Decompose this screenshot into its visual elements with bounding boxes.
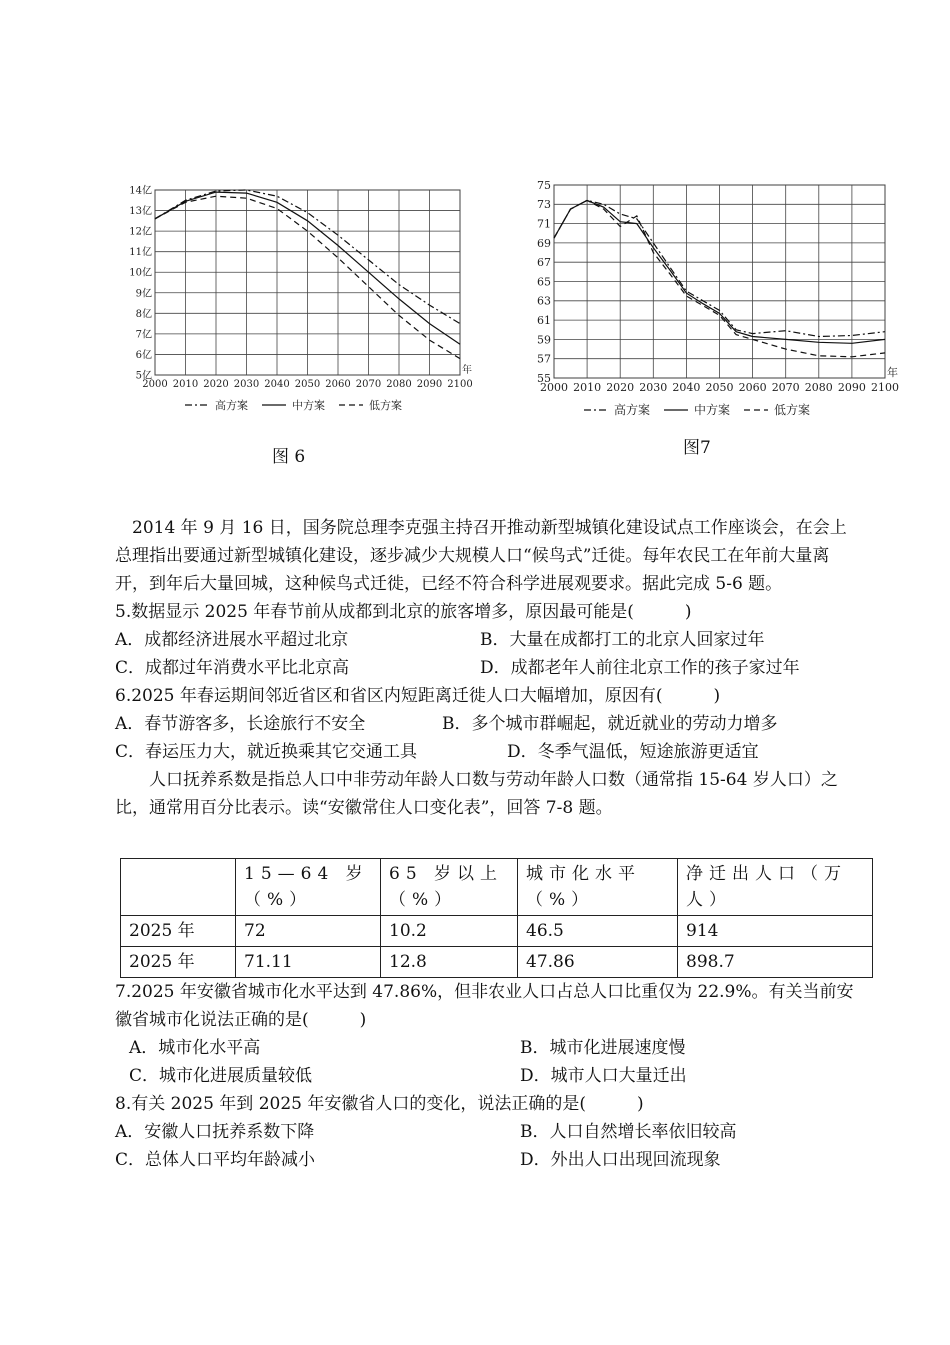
y-tick-label: 57 [537, 352, 551, 366]
q7-option-c[interactable]: C．城市化进展质量较低 [129, 1066, 313, 1086]
figure-7-caption: 图7 [683, 438, 711, 458]
q5-option-c[interactable]: C．成都过年消费水平比北京高 [115, 658, 350, 678]
x-tick-label: 2060 [738, 381, 767, 394]
y-tick-label: 6亿 [135, 349, 152, 361]
figure-7-chart [528, 175, 908, 425]
q5-option-b[interactable]: B．大量在成都打工的北京人回家过年 [480, 630, 765, 650]
x-tick-label: 2040 [264, 379, 290, 390]
table-cell: 47.86 [518, 947, 678, 978]
q7-option-b[interactable]: B．城市化进展速度慢 [520, 1038, 686, 1058]
table-cell: 898.7 [678, 947, 873, 978]
table-cell: 72 [236, 916, 381, 947]
q6-options-row-2 [115, 738, 860, 766]
q7-option-d[interactable]: D．城市人口大量迁出 [520, 1066, 687, 1086]
q7-options-row-1 [115, 1034, 860, 1062]
y-tick-label: 14亿 [129, 185, 152, 197]
question-text-block-2 [115, 978, 860, 1174]
y-tick-label: 8亿 [135, 308, 152, 320]
y-tick-label: 73 [537, 198, 551, 212]
y-tick-label: 13亿 [129, 206, 152, 218]
x-tick-label: 2050 [705, 381, 734, 394]
figure-6-caption: 图 6 [272, 447, 306, 467]
legend-label: 中方案 [292, 399, 325, 412]
q8-option-c[interactable]: C．总体人口平均年龄减小 [115, 1150, 316, 1170]
q5-option-a[interactable]: A．成都经济进展水平超过北京 [115, 630, 349, 650]
table-header-row [121, 859, 873, 916]
q7-stem: 7.2025 年安徽省城市化水平达到 47.86%，但非农业人口占总人口比重仅为 22.9%。有关当前安徽省城市化说法正确的是( ) [115, 982, 854, 1030]
figure-6-chart [120, 180, 490, 425]
q6-option-a[interactable]: A．春节游客多，长途旅行不安全 [115, 714, 366, 734]
x-tick-label: 2000 [540, 381, 568, 394]
q8-options-row-1 [115, 1118, 860, 1146]
x-tick-label: 2070 [771, 381, 800, 394]
q8-stem: 8.有关 2025 年到 2025 年安徽省人口的变化，说法正确的是( ) [115, 1094, 644, 1114]
q6-option-d[interactable]: D．冬季气温低，短途旅游更适宜 [507, 742, 759, 762]
x-tick-label: 2070 [355, 379, 382, 390]
x-tick-label: 2100 [447, 379, 473, 390]
y-tick-label: 61 [537, 313, 551, 327]
x-tick-label: 2010 [573, 381, 602, 394]
table-cell: 2025 年 [121, 916, 236, 947]
q8-option-d[interactable]: D．外出人口出现回流现象 [520, 1150, 721, 1170]
x-axis-unit: 年 [887, 366, 898, 379]
q5-options-row-2 [115, 654, 860, 682]
table-cell: 12.8 [381, 947, 518, 978]
q6-stem: 6.2025 年春运期间邻近省区和省区内短距离迁徙人口大幅增加，原因有( ) [115, 686, 721, 706]
x-tick-label: 2050 [294, 379, 321, 390]
q7-option-a[interactable]: A．城市化水平高 [129, 1038, 261, 1058]
y-tick-label: 65 [537, 275, 551, 289]
x-tick-label: 2090 [837, 381, 866, 394]
x-tick-label: 2090 [416, 379, 443, 390]
y-tick-label: 11亿 [129, 247, 152, 259]
legend-label: 低方案 [369, 399, 402, 412]
q8-option-a[interactable]: A．安徽人口抚养系数下降 [115, 1122, 315, 1142]
passage-2: 人口抚养系数是指总人口中非劳动年龄人口数与劳动年龄人口数（通常指 15-64 岁人口）之比，通常用百分比表示。读“安徽常住人口变化表”，回答 7-8 题。 [115, 770, 838, 818]
question-text-block [115, 514, 860, 822]
x-tick-label: 2010 [172, 379, 199, 390]
legend-label: 高方案 [215, 399, 248, 412]
y-tick-label: 5亿 [135, 370, 152, 382]
legend-label: 中方案 [694, 403, 731, 417]
table-cell: 2025 年 [121, 947, 236, 978]
y-tick-label: 63 [537, 294, 551, 308]
table-row [121, 947, 873, 978]
anhui-population-table [120, 858, 873, 978]
q5-stem: 5.数据显示 2025 年春节前从成都到北京的旅客增多，原因最可能是( ) [115, 602, 692, 622]
q5-options-row-1 [115, 626, 860, 654]
y-tick-label: 9亿 [135, 288, 152, 300]
y-tick-label: 59 [537, 333, 551, 347]
q5-option-d[interactable]: D．成都老年人前往北京工作的孩子家过年 [480, 658, 800, 678]
figure-7-svg [528, 175, 908, 425]
table-row [121, 916, 873, 947]
x-tick-label: 2080 [804, 381, 833, 394]
y-tick-label: 12亿 [129, 226, 152, 238]
legend-label: 低方案 [774, 403, 811, 417]
table-cell: 10.2 [381, 916, 518, 947]
x-tick-label: 2060 [325, 379, 351, 390]
table-cell: 71.11 [236, 947, 381, 978]
table-header-cell [121, 859, 236, 916]
q6-options-row-1 [115, 710, 860, 738]
table-header-cell: 城市化水平（%） [518, 859, 678, 916]
q8-options-row-2 [115, 1146, 860, 1174]
legend-label: 高方案 [614, 403, 651, 417]
figure-6-svg [120, 180, 490, 425]
y-tick-label: 69 [537, 236, 551, 250]
x-tick-label: 2040 [672, 381, 701, 394]
q7-options-row-2 [115, 1062, 860, 1090]
passage-1: 2014 年 9 月 16 日，国务院总理李克强主持召开推动新型城镇化建设试点工作座谈会，在会上总理指出要通过新型城镇化建设，逐步减少大规模人口“候鸟式”迁徙。每年农民工在年前大量离开，到年后大量回城，这种候鸟式迁徙，已经不符合科学进展观要求。据此完成 5-6 题。 [115, 518, 847, 594]
y-tick-label: 7亿 [135, 329, 152, 341]
q6-option-b[interactable]: B．多个城市群崛起，就近就业的劳动力增多 [442, 714, 778, 734]
x-tick-label: 2030 [639, 381, 668, 394]
table-header-cell: 净迁出人口（万人） [678, 859, 873, 916]
x-tick-label: 2020 [606, 381, 635, 394]
table-header-cell: 65 岁以上（%） [381, 859, 518, 916]
table-cell: 914 [678, 916, 873, 947]
q6-option-c[interactable]: C．春运压力大，就近换乘其它交通工具 [115, 742, 418, 762]
x-tick-label: 2020 [203, 379, 229, 390]
table-header-cell: 15—64 岁（%） [236, 859, 381, 916]
y-tick-label: 55 [537, 371, 551, 385]
table-cell: 46.5 [518, 916, 678, 947]
y-tick-label: 71 [537, 217, 551, 231]
x-tick-label: 2000 [142, 379, 168, 390]
x-tick-label: 2080 [386, 379, 412, 390]
x-tick-label: 2100 [871, 381, 899, 394]
x-axis-unit: 年 [462, 365, 472, 376]
x-tick-label: 2030 [233, 379, 260, 390]
y-tick-label: 75 [537, 178, 551, 192]
y-tick-label: 10亿 [129, 267, 152, 279]
y-tick-label: 67 [537, 256, 551, 270]
q8-option-b[interactable]: B．人口自然增长率依旧较高 [520, 1122, 737, 1142]
